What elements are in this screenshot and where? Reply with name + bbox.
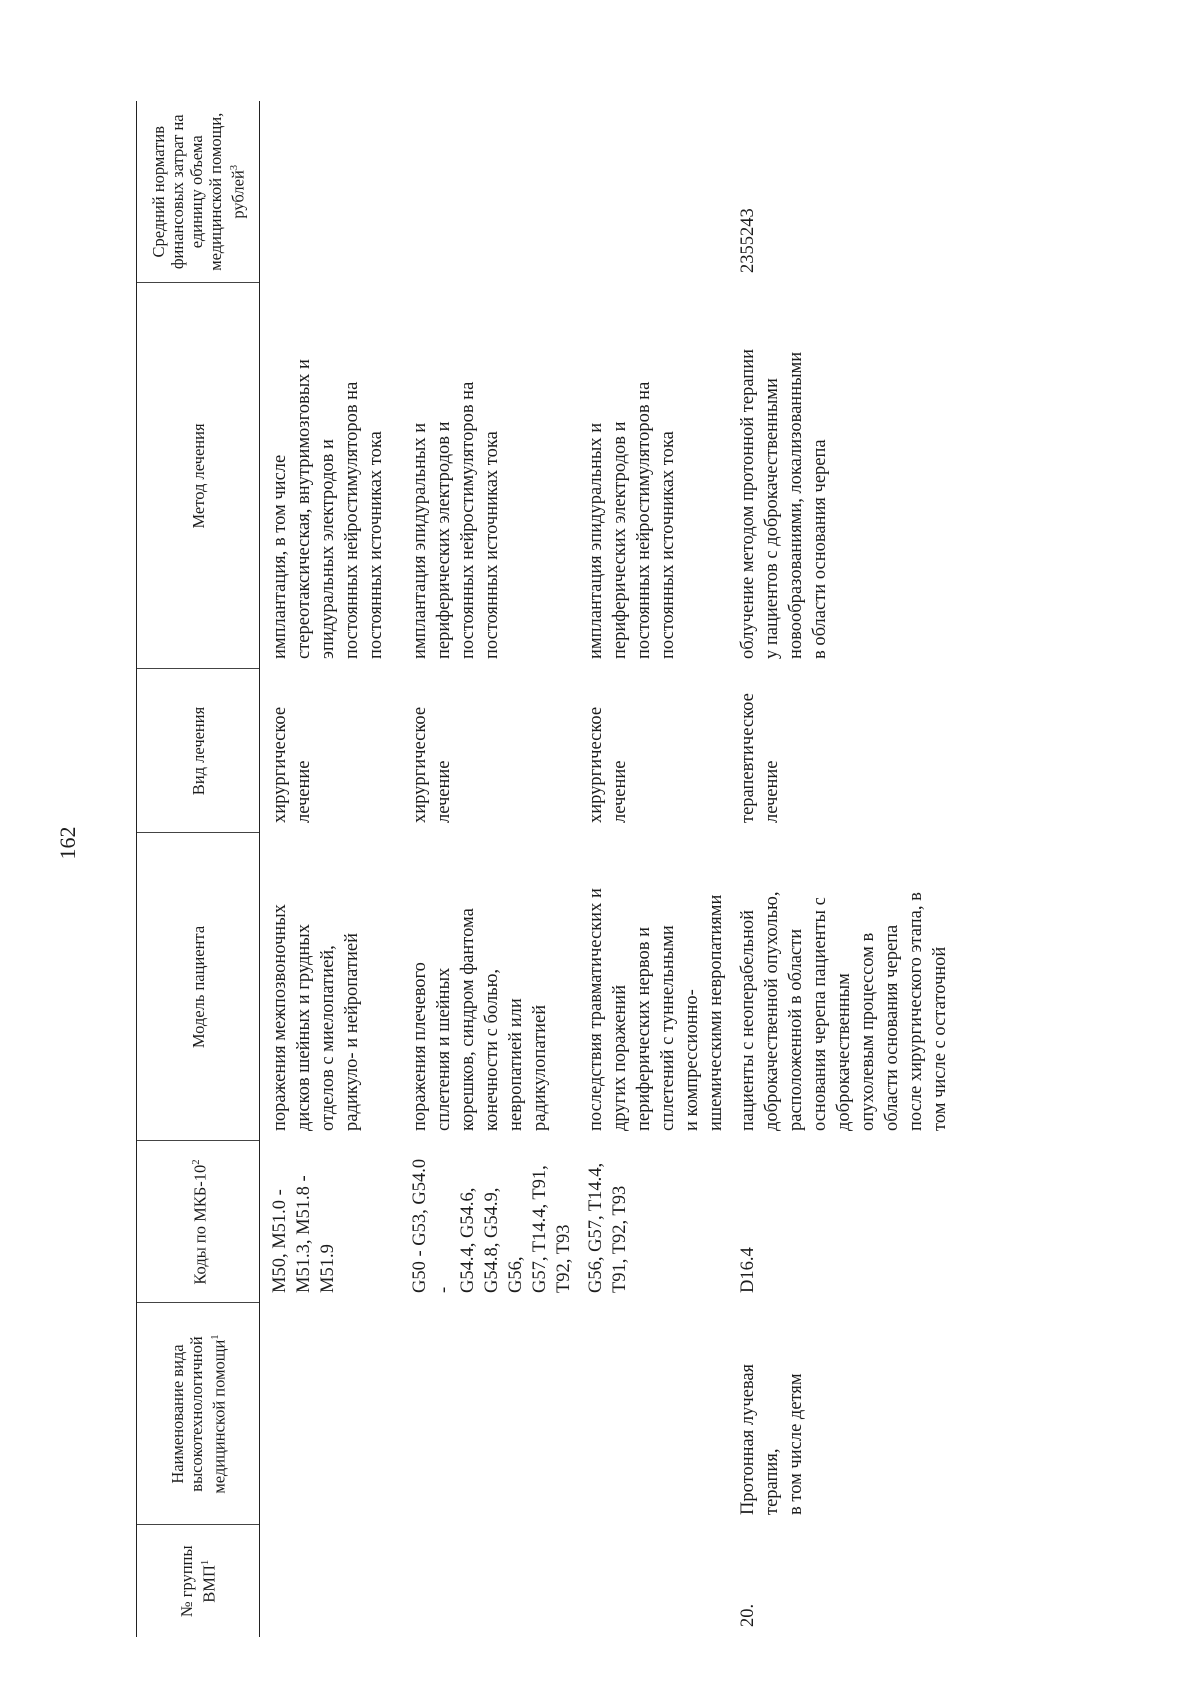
cell-icd-codes: D16.4 — [738, 1247, 758, 1293]
cell-patient-model: пациенты с неоперабельной доброкачественной опухолью, расположенной в области основания черепа пациенты с доброкачественным опухолевым процессом в области основания черепа после хирургического этапа, в том числе с остаточной — [738, 891, 950, 1131]
cell-patient-model: поражения плечевого сплетения и шейных корешков, синдром фантома конечности с болью, невропатией или радикулопатией — [410, 908, 550, 1131]
header-treatment-type: Вид лечения — [137, 669, 260, 833]
cell-icd-codes: G50 - G53, G54.0 - G54.4, G54.6, G54.8, G54.9, G56, G57, T14.4, T91, T92, T93 — [410, 1158, 574, 1293]
cell-group-number — [576, 1525, 728, 1637]
table-header-row — [137, 101, 260, 1637]
cell-treatment-type: хирургическое лечение — [410, 706, 454, 823]
cell-group-number — [260, 1525, 401, 1637]
header-vmp-name: Наименование вида высокотехнологичной медицинской помощи$^1$ — [137, 1303, 260, 1525]
rotated-page — [136, 101, 1200, 1637]
vmp-table — [136, 101, 1026, 1637]
header-group-number: № группы ВМП$^1$ — [137, 1525, 260, 1637]
cell-icd-codes: G56, G57, T14.4, T91, T92, T93 — [586, 1162, 630, 1293]
header-treatment-method: Метод лечения — [137, 283, 260, 669]
cell-treatment-method: имплантация, в том числе стереотаксическая, внутримозговых и эпидуральных электродов и постоянных нейростимуляторов на постоянных источниках тока — [270, 359, 386, 659]
header-average-cost: Средний норматив финансовых затрат на единицу объема медицинской помощи, рублей$^3$ — [137, 101, 260, 283]
cell-average-cost — [576, 101, 728, 283]
header-icd-codes: Коды по МКБ-$10^2$ — [137, 1141, 260, 1303]
cell-vmp-name: Протонная лучевая терапия, в том числе детям — [738, 1363, 806, 1515]
cell-vmp-name — [260, 1303, 401, 1525]
cell-treatment-method: облучение методом протонной терапии у пациентов с доброкачественными новообразованиями, локализованными в области основания черепа — [738, 349, 830, 659]
cell-group-number: 20. — [738, 1603, 758, 1627]
cell-vmp-name — [400, 1303, 576, 1525]
table-row — [400, 101, 576, 1637]
cell-average-cost: 2355243 — [738, 208, 758, 273]
cell-treatment-type: хирургическое лечение — [270, 706, 314, 823]
cell-treatment-method: имплантация эпидуральных и периферических электродов и постоянных нейростимуляторов на постоянных источниках тока — [410, 381, 502, 659]
cell-vmp-name — [576, 1303, 728, 1525]
cell-patient-model: поражения межпозвоночных дисков шейных и грудных отделов с миелопатией, радикуло- и нейропатией — [270, 904, 362, 1131]
cell-treatment-method: имплантация эпидуральных и периферических электродов и постоянных нейростимуляторов на постоянных источниках тока — [586, 381, 678, 659]
page-number: 162 — [55, 826, 80, 860]
cell-group-number — [400, 1525, 576, 1637]
cell-patient-model: последствия травматических и других поражений периферических нервов и сплетений с туннельными и компрессионно- ишемическими невропатиями — [586, 888, 726, 1131]
cell-icd-codes: M50, M51.0 - M51.3, M51.8 - M51.9 — [270, 1175, 338, 1293]
cell-treatment-type: терапевтическое лечение — [738, 693, 782, 823]
table-row — [728, 101, 1026, 1637]
cell-treatment-type: хирургическое лечение — [586, 706, 630, 823]
table-row — [260, 101, 401, 1637]
header-patient-model: Модель пациента — [137, 833, 260, 1141]
table-row — [576, 101, 728, 1637]
cell-average-cost — [260, 101, 401, 283]
cell-average-cost — [400, 101, 576, 283]
